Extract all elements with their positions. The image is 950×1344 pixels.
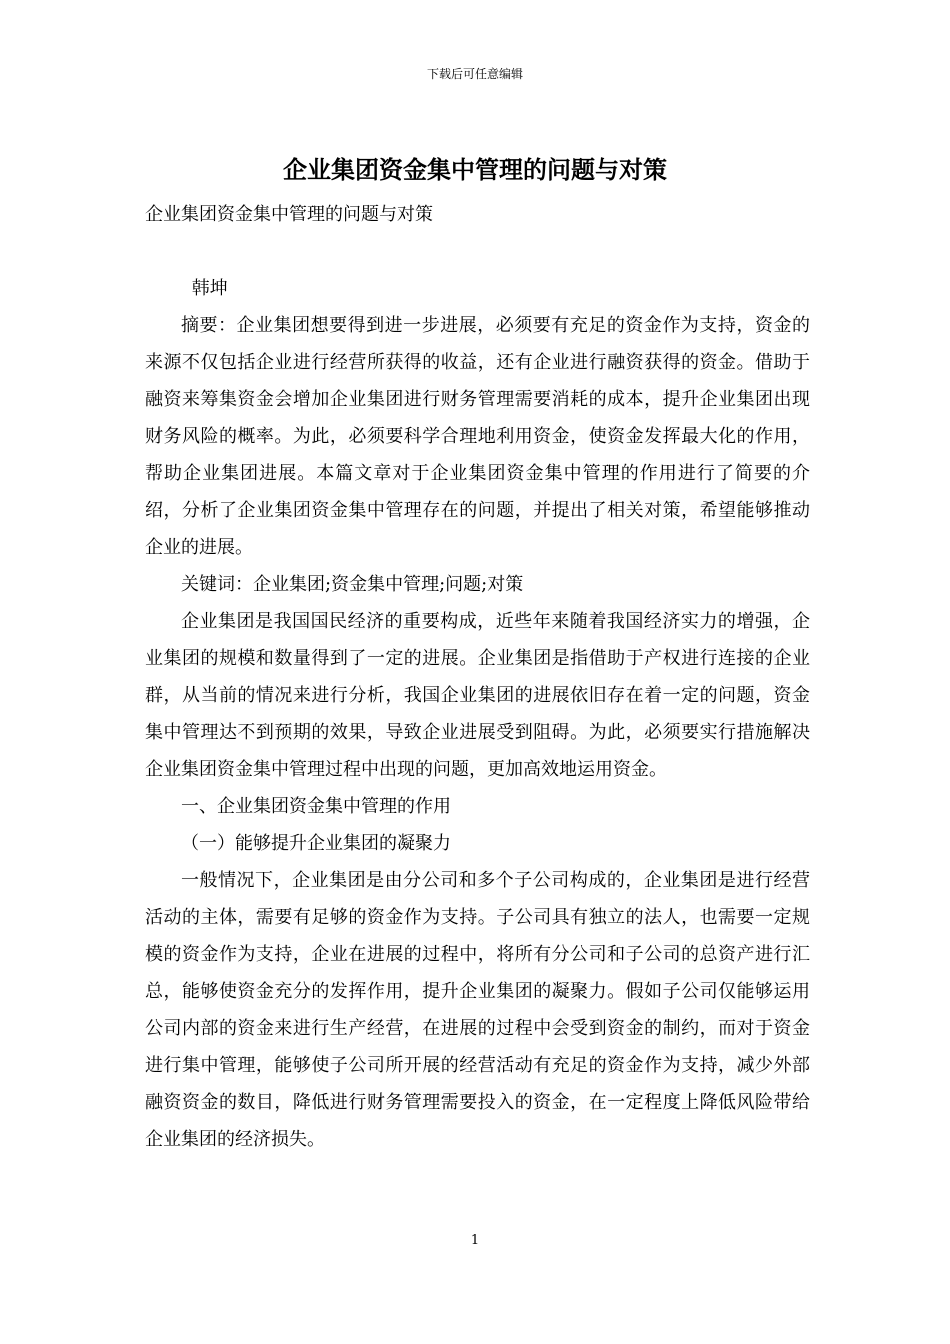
body-paragraph: 一般情况下，企业集团是由分公司和多个子公司构成的，企业集团是进行经营活动的主体，需要有足够的资金作为支持。子公司具有独立的法人，也需要一定规模的资金作为支持，企业在进展的过程中，将所有分公司和子公司的总资产进行汇总，能够使资金充分的发挥作用，提升企业集团的凝聚力。假如子公司仅能够运用公司内部的资金来进行生产经营，在进展的过程中会受到资金的制约，而对于资金进行集中管理，能够使子公司所开展的经营活动有充足的资金作为支持，减少外部融资资金的数目，降低进行财务管理需要投入的资金，在一定程度上降低风险带给企业集团的经济损失。 [145, 870, 810, 1150]
intro-paragraph: 企业集团是我国国民经济的重要构成，近些年来随着我国经济实力的增强，企业集团的规模和数量得到了一定的进展。企业集团是指借助于产权进行连接的企业群，从当前的情况来进行分析，我国企业集团的进展依旧存在着一定的问题，资金集中管理达不到预期的效果，导致企业进展受到阻碍。为此，必须要实行措施解决企业集团资金集中管理过程中出现的问题，更加高效地运用资金。 [145, 611, 810, 780]
abstract-paragraph: 摘要：企业集团想要得到进一步进展，必须要有充足的资金作为支持，资金的来源不仅包括企业进行经营所获得的收益，还有企业进行融资获得的资金。借助于融资来筹集资金会增加企业集团进行财务管理需要消耗的成本，提升企业集团出现财务风险的概率。为此，必须要科学合理地利用资金，使资金发挥最大化的作用，帮助企业集团进展。本篇文章对于企业集团资金集中管理的作用进行了简要的介绍，分析了企业集团资金集中管理存在的问题，并提出了相关对策，希望能够推动企业的进展。 [145, 315, 810, 558]
subsection-heading: （一）能够提升企业集团的凝聚力 [181, 833, 451, 854]
author-name: 韩坤 [191, 278, 228, 299]
keywords-line: 关键词：企业集团;资金集中管理;问题;对策 [181, 574, 524, 595]
page-number: 1 [470, 1233, 480, 1248]
document-body [145, 196, 810, 1158]
document-title: 企业集团资金集中管理的问题与对策 [283, 155, 667, 184]
page-header-note: 下载后可任意编辑 [426, 67, 523, 81]
section-heading: 一、企业集团资金集中管理的作用 [181, 796, 451, 817]
document-subtitle: 企业集团资金集中管理的问题与对策 [145, 204, 433, 225]
